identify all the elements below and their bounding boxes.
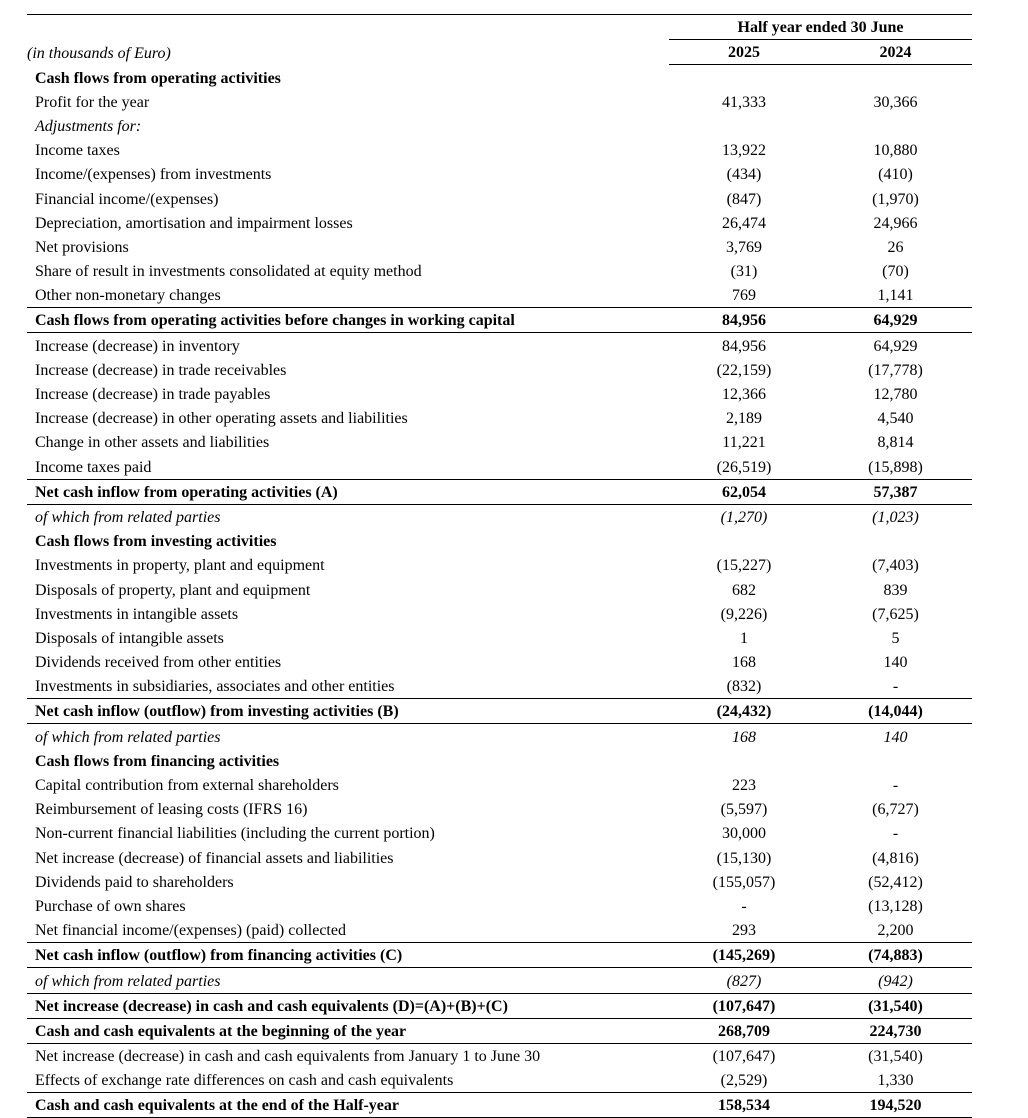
table-row	[27, 918, 972, 943]
row-label: of which from related parties	[35, 972, 221, 990]
row-label: Net financial income/(expenses) (paid) collected	[35, 922, 346, 940]
value-2025: 769	[732, 287, 756, 305]
row-label: Effects of exchange rate differences on cash and cash equivalents	[35, 1072, 454, 1090]
table-row	[27, 382, 972, 406]
row-label: Other non-monetary changes	[35, 287, 221, 305]
value-2025: 12,366	[722, 386, 766, 403]
row-label: Cash and cash equivalents at the end of the Half-year	[27, 1093, 669, 1118]
value-2024: 140	[883, 654, 908, 672]
row-label: of which from related parties	[35, 728, 221, 746]
table-row	[27, 504, 972, 529]
row-label: Net increase (decrease) in cash and cash equivalents from January 1 to June 30	[35, 1048, 541, 1066]
row-label: Net provisions	[35, 238, 129, 256]
value-2024: (942)	[878, 972, 913, 990]
row-label: Capital contribution from external shareholders	[35, 777, 339, 794]
table-row	[27, 797, 972, 821]
value-2025: (31)	[730, 263, 758, 281]
value-2025: 168	[732, 728, 756, 746]
value-2024: (4,816)	[872, 849, 919, 867]
value-2024: (17,778)	[868, 361, 923, 379]
value-2025: (145,269)	[669, 943, 819, 968]
value-2024: (410)	[878, 166, 913, 184]
row-label: Net cash inflow from operating activities (A)	[27, 479, 669, 504]
value-2025: (827)	[726, 972, 762, 990]
value-2024	[819, 749, 972, 773]
row-label: Purchase of own shares	[35, 897, 186, 915]
value-2025: (847)	[726, 190, 762, 208]
value-2025: (107,647)	[669, 993, 819, 1018]
value-2025: 26,474	[722, 214, 766, 232]
value-2025: 3,769	[726, 238, 762, 256]
table-row	[27, 553, 972, 577]
value-2025: 268,709	[669, 1018, 819, 1043]
table-row	[27, 90, 972, 114]
row-label: Net increase (decrease) of financial assets and liabilities	[35, 849, 394, 867]
table-row	[27, 894, 972, 918]
table-row	[27, 968, 972, 993]
value-2025: 62,054	[669, 479, 819, 504]
row-label: Increase (decrease) in trade receivables	[35, 361, 287, 379]
value-2024: (52,412)	[868, 873, 923, 891]
row-label: Reimbursement of leasing costs (IFRS 16)	[35, 801, 308, 819]
table-row	[27, 186, 972, 210]
value-2025: (434)	[726, 166, 762, 184]
value-2025	[669, 114, 819, 138]
row-label: Dividends received from other entities	[35, 654, 282, 672]
period-heading: Half year ended 30 June	[669, 15, 972, 40]
row-label: Increase (decrease) in trade payables	[35, 386, 271, 403]
table-row	[27, 821, 972, 845]
value-2024	[819, 114, 972, 138]
table-row	[27, 626, 972, 650]
value-2025: 84,956	[722, 337, 766, 355]
statement-body	[27, 65, 972, 1118]
value-2024: 10,880	[873, 142, 918, 160]
value-2025: (22,159)	[716, 361, 772, 379]
value-2024: -	[892, 678, 899, 696]
value-2025: (26,519)	[716, 458, 772, 476]
table-row	[27, 650, 972, 674]
value-2024: 5	[891, 629, 900, 647]
value-2024: (13,128)	[868, 897, 923, 915]
value-2024: (31,540)	[819, 993, 972, 1018]
value-2025: (155,057)	[712, 873, 776, 891]
value-2024: 57,387	[819, 479, 972, 504]
row-label: Disposals of property, plant and equipment	[35, 581, 311, 599]
table-row	[27, 1093, 972, 1118]
table-row	[27, 749, 972, 773]
table-row	[27, 138, 972, 162]
table-row	[27, 1018, 972, 1043]
value-2024: 1,141	[877, 287, 914, 305]
value-2025: 41,333	[722, 93, 766, 111]
value-2025: (9,226)	[720, 605, 768, 623]
value-2025: 11,221	[722, 434, 766, 452]
value-2025: 223	[732, 777, 756, 794]
value-2025: (15,130)	[716, 849, 772, 867]
value-2024: 30,366	[873, 93, 918, 111]
row-label: Profit for the year	[35, 93, 150, 111]
value-2024: -	[892, 825, 899, 843]
table-row	[27, 724, 972, 749]
value-2025: (832)	[726, 678, 762, 696]
table-row	[27, 1068, 972, 1093]
table-row	[27, 259, 972, 283]
value-2024: 26	[887, 238, 904, 256]
value-2025: (24,432)	[669, 699, 819, 724]
value-2024: 194,520	[819, 1093, 972, 1118]
table-row	[27, 602, 972, 626]
value-2024: 4,540	[877, 410, 914, 428]
row-label: Investments in property, plant and equipment	[35, 557, 325, 575]
row-label: Investments in subsidiaries, associates and other entities	[35, 678, 395, 696]
row-label: Income/(expenses) from investments	[35, 166, 272, 184]
value-2024: (6,727)	[872, 801, 919, 819]
value-2024: (1,970)	[872, 190, 919, 208]
header-row-period	[27, 15, 972, 40]
value-2025	[669, 65, 819, 90]
value-2025: -	[741, 897, 747, 915]
value-2025: (5,597)	[720, 801, 768, 819]
row-label: Cash flows from operating activities	[35, 69, 281, 87]
row-label: of which from related parties	[35, 508, 221, 526]
row-label: Cash flows from investing activities	[35, 533, 277, 551]
table-row	[27, 845, 972, 869]
row-label: Net cash inflow (outflow) from financing activities (C)	[27, 943, 669, 968]
table-row	[27, 65, 972, 90]
row-label: Depreciation, amortisation and impairment losses	[35, 214, 353, 232]
value-2025: (107,647)	[712, 1048, 776, 1066]
row-label: Net cash inflow (outflow) from investing activities (B)	[27, 699, 669, 724]
value-2024: -	[892, 777, 899, 794]
table-row	[27, 211, 972, 235]
row-label: Change in other assets and liabilities	[35, 434, 270, 452]
value-2025: 2,189	[726, 410, 762, 428]
table-row	[27, 406, 972, 430]
value-2025	[669, 529, 819, 553]
value-2025: 293	[732, 922, 756, 940]
value-2024	[819, 529, 972, 553]
value-2025: 168	[732, 654, 756, 672]
value-2025: 1	[740, 629, 748, 647]
table-row	[27, 1043, 972, 1068]
row-label: Financial income/(expenses)	[35, 190, 219, 208]
value-2024: (31,540)	[868, 1048, 923, 1066]
table-row	[27, 114, 972, 138]
row-label: Share of result in investments consolidated at equity method	[35, 263, 422, 281]
value-2024: (7,403)	[872, 557, 919, 575]
value-2024: (7,625)	[872, 605, 919, 623]
row-label: Cash and cash equivalents at the beginning of the year	[27, 1018, 669, 1043]
value-2024: (1,023)	[872, 508, 919, 526]
value-2024: 1,330	[877, 1072, 914, 1090]
value-2024: (74,883)	[819, 943, 972, 968]
table-row	[27, 577, 972, 601]
table-row	[27, 358, 972, 382]
row-label: Income taxes paid	[35, 458, 152, 476]
value-2025: (1,270)	[720, 508, 768, 526]
row-label: Increase (decrease) in inventory	[35, 337, 240, 355]
value-2024: 12,780	[873, 386, 918, 403]
table-row	[27, 479, 972, 504]
row-label: Adjustments for:	[35, 117, 142, 135]
year-2024-heading: 2024	[819, 40, 972, 65]
table-row	[27, 454, 972, 479]
row-label: Non-current financial liabilities (including the current portion)	[35, 825, 435, 843]
row-label: Cash flows from operating activities before changes in working capital	[27, 308, 669, 333]
value-2025: 84,956	[669, 308, 819, 333]
table-row	[27, 430, 972, 454]
value-2025: 682	[732, 581, 756, 599]
table-row	[27, 870, 972, 894]
value-2024	[819, 65, 972, 90]
value-2025: 30,000	[722, 825, 766, 843]
table-row	[27, 333, 972, 358]
cash-flow-statement-table	[27, 14, 972, 1118]
value-2024: 24,966	[873, 214, 918, 232]
row-label: Disposals of intangible assets	[35, 629, 224, 647]
table-row	[27, 674, 972, 699]
value-2025	[669, 749, 819, 773]
year-2025-heading: 2025	[669, 40, 819, 65]
table-row	[27, 283, 972, 308]
value-2025: 158,534	[669, 1093, 819, 1118]
row-label: Dividends paid to shareholders	[35, 873, 234, 891]
value-2024: (70)	[882, 263, 909, 281]
row-label: Cash flows from financing activities	[35, 752, 280, 770]
value-2024: 140	[883, 728, 908, 746]
row-label: Net increase (decrease) in cash and cash equivalents (D)=(A)+(B)+(C)	[27, 993, 669, 1018]
table-row	[27, 162, 972, 186]
table-row	[27, 235, 972, 259]
value-2024: 64,929	[873, 337, 918, 355]
table-row	[27, 529, 972, 553]
row-label: Increase (decrease) in other operating assets and liabilities	[35, 410, 408, 428]
value-2025: 13,922	[722, 142, 766, 160]
value-2025: (2,529)	[720, 1072, 768, 1090]
table-row	[27, 993, 972, 1018]
value-2024: 839	[883, 581, 908, 599]
row-label: Investments in intangible assets	[35, 605, 239, 623]
value-2025: (15,227)	[716, 557, 772, 575]
value-2024: 64,929	[819, 308, 972, 333]
value-2024: (15,898)	[868, 458, 923, 476]
table-row	[27, 308, 972, 333]
value-2024: 8,814	[877, 434, 914, 452]
value-2024: 224,730	[819, 1018, 972, 1043]
table-row	[27, 699, 972, 724]
units-label: (in thousands of Euro)	[27, 15, 669, 65]
row-label: Income taxes	[35, 142, 120, 160]
value-2024: (14,044)	[819, 699, 972, 724]
table-row	[27, 773, 972, 797]
table-row	[27, 943, 972, 968]
value-2024: 2,200	[877, 922, 914, 940]
